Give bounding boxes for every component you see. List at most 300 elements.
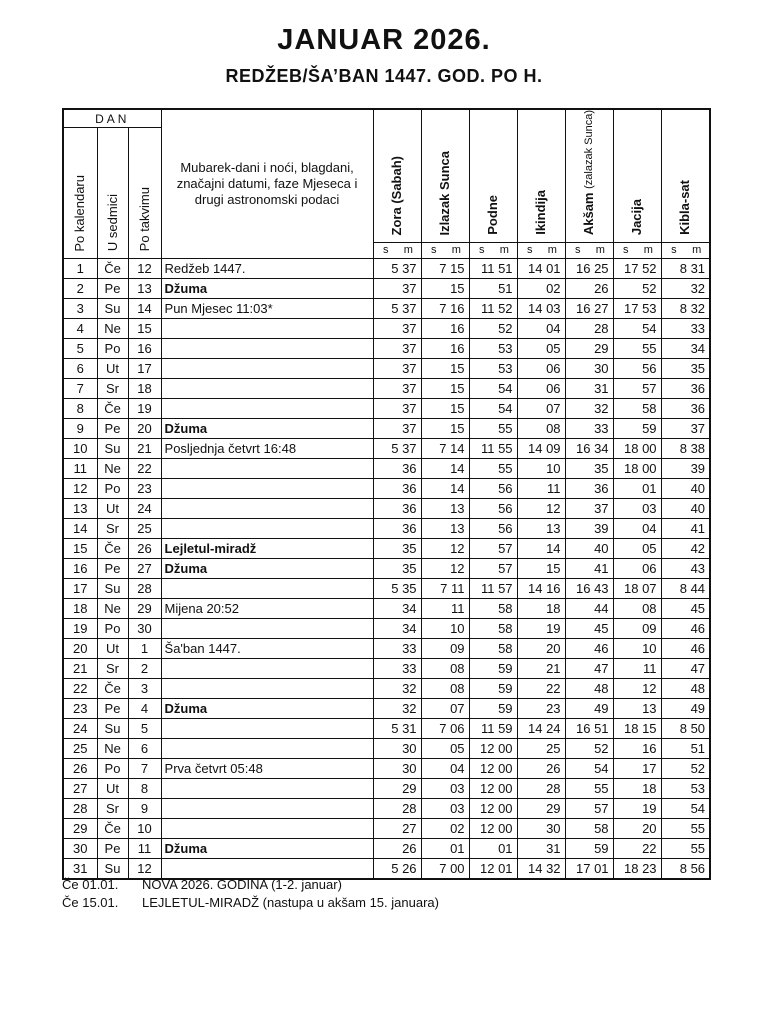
time-minute: 29 [402, 781, 417, 797]
prayer-time [421, 379, 469, 399]
time-minute: 39 [690, 461, 706, 477]
prayer-time [469, 719, 517, 739]
weekday: Po [97, 619, 128, 639]
time-minute: 06 [546, 381, 561, 397]
hijri-day: 8 [128, 779, 161, 799]
unit-header [421, 243, 469, 259]
time-minute: 00 [642, 461, 657, 477]
prayer-time [661, 839, 710, 859]
prayer-time [565, 779, 613, 799]
day-of-month: 11 [63, 459, 97, 479]
weekday: Po [97, 339, 128, 359]
time-minute: 47 [690, 661, 706, 677]
time-minute: 27 [402, 821, 417, 837]
prayer-time [469, 379, 517, 399]
prayer-time [373, 519, 421, 539]
prayer-time [469, 499, 517, 519]
prayer-time [661, 659, 710, 679]
prayer-time [469, 699, 517, 719]
time-minute: 29 [546, 801, 561, 817]
time-hour: 8 [679, 261, 687, 277]
prayer-time [613, 439, 661, 459]
prayer-time [661, 259, 710, 279]
prayer-time [421, 559, 469, 579]
prayer-time [565, 279, 613, 299]
time-minute: 11 [643, 661, 657, 677]
prayer-time [469, 439, 517, 459]
time-minute: 03 [642, 501, 657, 517]
table-row [63, 539, 710, 559]
prayer-time [565, 739, 613, 759]
prayer-time [421, 819, 469, 839]
table-row [63, 639, 710, 659]
time-minute: 02 [450, 821, 465, 837]
prayer-time [421, 619, 469, 639]
prayer-time [421, 799, 469, 819]
prayer-time [565, 459, 613, 479]
prayer-time [565, 359, 613, 379]
day-note [161, 379, 373, 399]
prayer-time [613, 699, 661, 719]
time-minute: 13 [450, 521, 465, 537]
time-minute: 59 [594, 841, 609, 857]
time-minute: 54 [690, 801, 706, 817]
time-minute: 10 [450, 621, 465, 637]
weekday: Če [97, 259, 128, 279]
time-minute: 59 [498, 661, 513, 677]
time-minute: 15 [450, 281, 465, 297]
prayer-header-jacija: Jacija [613, 109, 661, 243]
day-note [161, 679, 373, 699]
time-minute: 48 [690, 681, 706, 697]
prayer-time [613, 839, 661, 859]
time-minute: 00 [642, 441, 657, 457]
prayer-time [469, 559, 517, 579]
time-minute: 14 [450, 441, 465, 457]
prayer-time [613, 579, 661, 599]
prayer-time [517, 779, 565, 799]
time-hour: 5 [391, 301, 399, 317]
time-minute: 07 [546, 401, 561, 417]
prayer-time [517, 519, 565, 539]
day-of-month: 17 [63, 579, 97, 599]
table-row [63, 719, 710, 739]
time-minute: 26 [402, 861, 417, 877]
prayer-time [373, 819, 421, 839]
day-of-month: 8 [63, 399, 97, 419]
footnote-text: LEJLETUL-MIRADŽ (nastupa u akšam 15. januara) [142, 895, 439, 910]
prayer-time [421, 359, 469, 379]
time-hour: 16 [575, 261, 591, 277]
prayer-time [517, 459, 565, 479]
time-hour: 16 [575, 721, 591, 737]
time-minute: 56 [498, 501, 513, 517]
time-minute: 13 [450, 501, 465, 517]
dan-header: DAN [63, 109, 161, 128]
unit-m: m [499, 244, 509, 257]
prayer-time [565, 319, 613, 339]
unit-s: s [671, 244, 677, 257]
time-hour: 14 [527, 861, 543, 877]
time-minute: 03 [450, 801, 465, 817]
weekday: Su [97, 859, 128, 880]
day-note [161, 799, 373, 819]
hijri-day: 22 [128, 459, 161, 479]
time-minute: 40 [690, 501, 706, 517]
hijri-day: 9 [128, 799, 161, 819]
prayer-header-ikindija: Ikindija [517, 109, 565, 243]
time-hour: 18 [623, 581, 639, 597]
prayer-time [661, 359, 710, 379]
weekday: Ne [97, 459, 128, 479]
time-minute: 39 [594, 521, 609, 537]
prayer-time [517, 659, 565, 679]
time-minute: 40 [690, 481, 706, 497]
weekday: Če [97, 679, 128, 699]
prayer-time [373, 539, 421, 559]
table-row [63, 279, 710, 299]
prayer-time [517, 539, 565, 559]
time-minute: 20 [546, 641, 561, 657]
time-minute: 32 [594, 401, 609, 417]
table-row [63, 399, 710, 419]
prayer-time [565, 799, 613, 819]
weekday: Pe [97, 559, 128, 579]
weekday: Pe [97, 839, 128, 859]
footnote-date: Če 15.01. [62, 895, 119, 910]
time-minute: 36 [402, 461, 417, 477]
unit-m: m [403, 244, 413, 257]
prayer-time [373, 259, 421, 279]
day-note: Ša'ban 1447. [161, 639, 373, 659]
prayer-time [421, 519, 469, 539]
prayer-time [565, 539, 613, 559]
time-minute: 18 [642, 781, 657, 797]
day-note [161, 479, 373, 499]
prayer-time [469, 399, 517, 419]
unit-s: s [575, 244, 581, 257]
table-row [63, 319, 710, 339]
time-minute: 54 [498, 401, 513, 417]
u-sedmici-header: U sedmici [97, 128, 128, 259]
time-minute: 05 [546, 341, 561, 357]
time-minute: 32 [402, 681, 417, 697]
prayer-time [565, 559, 613, 579]
time-minute: 50 [690, 721, 706, 737]
day-of-month: 30 [63, 839, 97, 859]
time-hour: 17 [623, 301, 639, 317]
prayer-time [421, 699, 469, 719]
prayer-time [469, 539, 517, 559]
time-minute: 51 [498, 281, 513, 297]
prayer-time [373, 639, 421, 659]
time-minute: 30 [594, 361, 609, 377]
time-minute: 56 [498, 521, 513, 537]
time-minute: 37 [402, 281, 417, 297]
prayer-time [613, 319, 661, 339]
time-minute: 01 [498, 861, 513, 877]
weekday: Sr [97, 519, 128, 539]
unit-header [613, 243, 661, 259]
time-minute: 06 [546, 361, 561, 377]
time-minute: 37 [402, 381, 417, 397]
prayer-time [373, 399, 421, 419]
prayer-time [373, 299, 421, 319]
time-minute: 15 [450, 401, 465, 417]
prayer-time [661, 599, 710, 619]
time-minute: 49 [690, 701, 706, 717]
time-minute: 35 [594, 461, 609, 477]
prayer-time [373, 699, 421, 719]
time-minute: 01 [642, 481, 657, 497]
day-of-month: 18 [63, 599, 97, 619]
prayer-time [517, 439, 565, 459]
hijri-day: 16 [128, 339, 161, 359]
footnotes [62, 876, 439, 912]
time-minute: 09 [642, 621, 657, 637]
time-minute: 07 [642, 581, 657, 597]
hijri-day: 12 [128, 259, 161, 279]
prayer-time [661, 519, 710, 539]
time-minute: 57 [498, 541, 513, 557]
prayer-time [373, 659, 421, 679]
prayer-time [661, 739, 710, 759]
time-hour: 17 [623, 261, 639, 277]
weekday: Po [97, 479, 128, 499]
table-row [63, 299, 710, 319]
time-minute: 58 [594, 821, 609, 837]
prayer-time [613, 759, 661, 779]
prayer-time [565, 339, 613, 359]
prayer-time [517, 639, 565, 659]
time-minute: 32 [546, 861, 561, 877]
day-note: Pun Mjesec 11:03* [161, 299, 373, 319]
weekday: Če [97, 819, 128, 839]
time-hour: 12 [479, 801, 495, 817]
time-minute: 01 [594, 861, 609, 877]
time-minute: 55 [690, 821, 706, 837]
day-note [161, 319, 373, 339]
time-hour: 11 [480, 301, 495, 317]
time-minute: 37 [402, 261, 417, 277]
time-hour: 11 [480, 261, 495, 277]
unit-m: m [595, 244, 605, 257]
prayer-time [421, 579, 469, 599]
table-row [63, 759, 710, 779]
prayer-time [661, 579, 710, 599]
prayer-time [469, 659, 517, 679]
time-hour: 11 [480, 441, 495, 457]
hijri-day: 3 [128, 679, 161, 699]
prayer-time [517, 799, 565, 819]
prayer-time [469, 359, 517, 379]
time-minute: 37 [402, 441, 417, 457]
prayer-time [421, 299, 469, 319]
prayer-time [565, 859, 613, 880]
day-of-month: 7 [63, 379, 97, 399]
time-minute: 37 [402, 401, 417, 417]
prayer-time [661, 679, 710, 699]
prayer-time [517, 359, 565, 379]
time-minute: 44 [594, 601, 609, 617]
footnote [62, 894, 439, 912]
table-row [63, 739, 710, 759]
prayer-time [373, 479, 421, 499]
prayer-time [517, 279, 565, 299]
time-minute: 00 [498, 781, 513, 797]
time-minute: 09 [546, 441, 561, 457]
time-minute: 58 [498, 621, 513, 637]
time-minute: 20 [642, 821, 657, 837]
prayer-time [373, 359, 421, 379]
prayer-time [565, 499, 613, 519]
day-of-month: 10 [63, 439, 97, 459]
prayer-time [469, 819, 517, 839]
time-minute: 31 [690, 261, 706, 277]
time-minute: 35 [402, 561, 417, 577]
time-minute: 36 [402, 501, 417, 517]
prayer-time [517, 379, 565, 399]
time-minute: 55 [498, 461, 513, 477]
hijri-day: 12 [128, 859, 161, 880]
time-minute: 59 [498, 681, 513, 697]
prayer-time [565, 379, 613, 399]
time-minute: 03 [450, 781, 465, 797]
time-minute: 36 [594, 481, 609, 497]
day-note [161, 359, 373, 379]
day-of-month: 22 [63, 679, 97, 699]
day-of-month: 6 [63, 359, 97, 379]
prayer-time [613, 559, 661, 579]
prayer-time [421, 839, 469, 859]
prayer-time [613, 679, 661, 699]
day-of-month: 1 [63, 259, 97, 279]
prayer-time [469, 259, 517, 279]
time-minute: 19 [642, 801, 657, 817]
time-minute: 16 [450, 341, 465, 357]
time-minute: 08 [450, 661, 465, 677]
prayer-time [469, 519, 517, 539]
prayer-time [373, 599, 421, 619]
prayer-time [469, 599, 517, 619]
prayer-time [373, 799, 421, 819]
hijri-day: 7 [128, 759, 161, 779]
prayer-time [373, 719, 421, 739]
time-minute: 55 [690, 841, 706, 857]
hijri-day: 18 [128, 379, 161, 399]
weekday: Ut [97, 499, 128, 519]
day-note [161, 739, 373, 759]
prayer-time [661, 779, 710, 799]
prayer-time [517, 699, 565, 719]
prayer-time [373, 839, 421, 859]
time-minute: 52 [594, 741, 609, 757]
day-of-month: 26 [63, 759, 97, 779]
day-note: Prva četvrt 05:48 [161, 759, 373, 779]
time-minute: 05 [450, 741, 465, 757]
prayer-time [469, 339, 517, 359]
time-minute: 34 [594, 441, 609, 457]
hijri-day: 30 [128, 619, 161, 639]
time-minute: 32 [690, 301, 706, 317]
time-hour: 8 [679, 861, 687, 877]
time-hour: 7 [439, 441, 447, 457]
time-minute: 11 [451, 601, 465, 617]
time-minute: 28 [546, 781, 561, 797]
prayer-time [469, 839, 517, 859]
day-note [161, 579, 373, 599]
time-minute: 35 [690, 361, 706, 377]
time-minute: 55 [642, 341, 657, 357]
day-note: Džuma [161, 839, 373, 859]
prayer-time [661, 699, 710, 719]
prayer-time [565, 639, 613, 659]
prayer-time [661, 619, 710, 639]
time-minute: 51 [690, 741, 706, 757]
time-minute: 16 [450, 301, 465, 317]
unit-m: m [643, 244, 653, 257]
time-minute: 00 [498, 761, 513, 777]
prayer-time [613, 799, 661, 819]
time-minute: 53 [690, 781, 706, 797]
prayer-time [517, 739, 565, 759]
po-takvimu-header: Po takvimu [128, 128, 161, 259]
weekday: Pe [97, 419, 128, 439]
prayer-time [661, 339, 710, 359]
time-minute: 53 [498, 361, 513, 377]
time-minute: 27 [594, 301, 609, 317]
prayer-time [613, 599, 661, 619]
table-row [63, 479, 710, 499]
prayer-time [517, 399, 565, 419]
day-of-month: 12 [63, 479, 97, 499]
time-hour: 11 [480, 721, 495, 737]
time-minute: 15 [450, 261, 465, 277]
prayer-time [661, 859, 710, 880]
hijri-day: 20 [128, 419, 161, 439]
day-note [161, 499, 373, 519]
day-note [161, 619, 373, 639]
time-hour: 14 [527, 581, 543, 597]
time-minute: 59 [498, 701, 513, 717]
time-minute: 40 [594, 541, 609, 557]
prayer-time [517, 319, 565, 339]
prayer-time [373, 579, 421, 599]
time-minute: 46 [594, 641, 609, 657]
time-hour: 12 [479, 821, 495, 837]
time-hour: 8 [679, 301, 687, 317]
day-note: Džuma [161, 699, 373, 719]
time-minute: 52 [642, 281, 657, 297]
prayer-time [661, 639, 710, 659]
time-minute: 51 [498, 261, 513, 277]
prayer-time [469, 799, 517, 819]
time-minute: 46 [690, 641, 706, 657]
time-minute: 37 [402, 421, 417, 437]
prayer-time [613, 279, 661, 299]
hijri-day: 6 [128, 739, 161, 759]
table-row [63, 779, 710, 799]
prayer-time [565, 619, 613, 639]
time-minute: 22 [642, 841, 657, 857]
day-of-month: 3 [63, 299, 97, 319]
prayer-time [661, 479, 710, 499]
prayer-time [565, 399, 613, 419]
time-minute: 52 [690, 761, 706, 777]
prayer-time [613, 419, 661, 439]
time-minute: 12 [642, 681, 657, 697]
prayer-time [661, 719, 710, 739]
